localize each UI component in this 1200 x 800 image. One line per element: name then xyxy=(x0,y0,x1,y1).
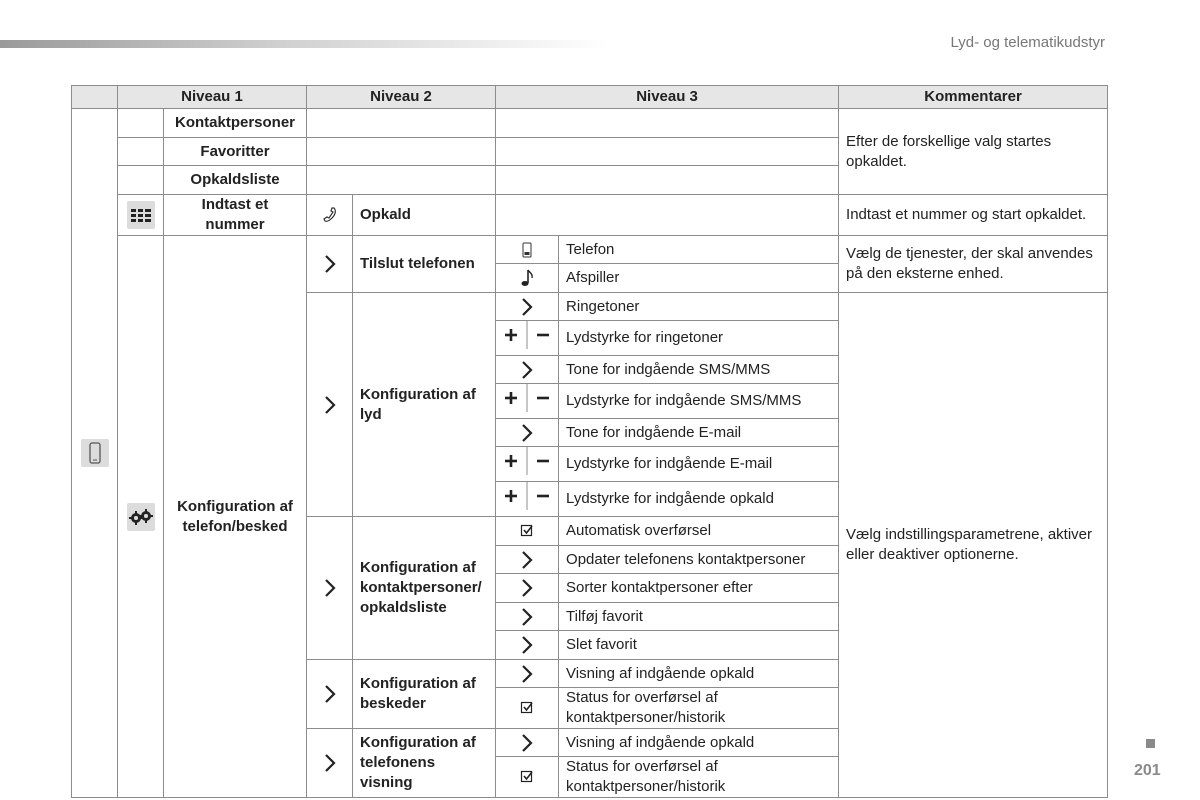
header-bar xyxy=(0,40,610,48)
chevron-cell xyxy=(496,574,559,603)
volume-controls xyxy=(496,482,559,517)
menu-item-konfig-beskeder[interactable]: Konfiguration af beskeder xyxy=(353,660,496,729)
comment-tjenester: Vælg de tjenester, der skal anvendes på den eksterne enhed. xyxy=(839,236,1108,293)
chevron-cell xyxy=(496,419,559,447)
chevron-right-icon xyxy=(520,578,534,598)
menu-item-automatisk-overforsel[interactable]: Automatisk overførsel xyxy=(559,517,839,546)
empty-cell xyxy=(496,138,839,166)
volume-controls xyxy=(496,384,559,419)
chevron-cell xyxy=(496,293,559,321)
menu-item-kontaktpersoner[interactable]: Kontaktpersoner xyxy=(164,109,307,138)
empty-cell xyxy=(118,138,164,166)
chevron-cell xyxy=(496,546,559,574)
menu-item-konfig-kontaktpersoner[interactable]: Konfiguration af kontaktpersoner/ opkaldsliste xyxy=(353,517,496,660)
menu-item-lydstyrke-ringetoner[interactable]: Lydstyrke for ringetoner xyxy=(559,321,839,356)
comment-parametre: Vælg indstillingsparametrene, aktiver eller deaktiver optionerne. xyxy=(839,293,1108,798)
chevron-right-icon xyxy=(520,423,534,443)
empty-cell xyxy=(496,166,839,195)
music-cell xyxy=(496,264,559,293)
menu-item-tilslut-telefonen[interactable]: Tilslut telefonen xyxy=(353,236,496,293)
chevron-right-icon xyxy=(520,607,534,627)
chevron-right-icon xyxy=(520,550,534,570)
menu-item-telefon[interactable]: Telefon xyxy=(559,236,839,264)
menu-item-konfig-lyd[interactable]: Konfiguration af lyd xyxy=(353,293,496,517)
menu-item-opdater-kontaktpersoner[interactable]: Opdater telefonens kontaktpersoner xyxy=(559,546,839,574)
checkbox-icon[interactable] xyxy=(520,770,534,784)
chevron-cell xyxy=(307,729,353,798)
checkbox-cell xyxy=(496,517,559,546)
plus-icon[interactable] xyxy=(505,329,517,341)
menu-item-lydstyrke-email[interactable]: Lydstyrke for indgående E-mail xyxy=(559,447,839,482)
empty-cell xyxy=(496,195,839,236)
chevron-right-icon xyxy=(323,753,337,773)
chevron-right-icon xyxy=(520,664,534,684)
menu-item-tone-email[interactable]: Tone for indgående E-mail xyxy=(559,419,839,447)
empty-cell xyxy=(307,166,496,195)
menu-item-status-overforsel[interactable]: Status for overførsel af kontaktpersoner/historik xyxy=(559,688,839,729)
menu-item-opkald[interactable]: Opkald xyxy=(353,195,496,236)
menu-item-visning-opkald[interactable]: Visning af indgående opkald xyxy=(559,660,839,688)
handset-cell xyxy=(307,195,353,236)
page-number: 201 xyxy=(1134,762,1161,779)
corner-marker xyxy=(1146,739,1155,748)
menu-item-status-overforsel[interactable]: Status for overførsel af kontaktpersoner/historik xyxy=(559,757,839,798)
chevron-cell xyxy=(496,631,559,660)
plus-icon[interactable] xyxy=(505,490,517,502)
chevron-cell xyxy=(496,356,559,384)
chevron-cell xyxy=(307,293,353,517)
header-niveau-2: Niveau 2 xyxy=(307,86,496,109)
chevron-right-icon xyxy=(323,395,337,415)
chevron-cell xyxy=(307,236,353,293)
mobile-icon xyxy=(521,242,533,258)
menu-item-konfig-telefon[interactable]: Konfiguration af telefon/besked xyxy=(164,236,307,798)
menu-item-indtast-nummer[interactable]: Indtast et nummer xyxy=(164,195,307,236)
volume-controls xyxy=(496,321,559,356)
header-niveau-3: Niveau 3 xyxy=(496,86,839,109)
chevron-right-icon xyxy=(520,360,534,380)
comment-indtast: Indtast et nummer og start opkaldet. xyxy=(839,195,1108,236)
chevron-cell xyxy=(307,660,353,729)
chevron-cell xyxy=(496,603,559,631)
section-title: Lyd- og telematikudstyr xyxy=(950,34,1105,51)
gears-cell xyxy=(118,236,164,798)
empty-cell xyxy=(307,109,496,138)
header-empty xyxy=(72,86,118,109)
chevron-right-icon xyxy=(323,684,337,704)
chevron-right-icon xyxy=(520,635,534,655)
phone-icon xyxy=(81,439,109,467)
menu-item-afspiller[interactable]: Afspiller xyxy=(559,264,839,293)
menu-item-opkaldsliste[interactable]: Opkaldsliste xyxy=(164,166,307,195)
mobile-cell xyxy=(496,236,559,264)
plus-icon[interactable] xyxy=(505,455,517,467)
keypad-icon xyxy=(127,201,155,229)
handset-icon xyxy=(321,206,339,224)
plus-icon[interactable] xyxy=(505,392,517,404)
chevron-right-icon xyxy=(323,578,337,598)
menu-item-lydstyrke-sms[interactable]: Lydstyrke for indgående SMS/MMS xyxy=(559,384,839,419)
chevron-cell xyxy=(496,660,559,688)
checkbox-cell xyxy=(496,688,559,729)
chevron-cell xyxy=(307,517,353,660)
chevron-cell xyxy=(496,729,559,757)
menu-item-visning-opkald[interactable]: Visning af indgående opkald xyxy=(559,729,839,757)
menu-item-favoritter[interactable]: Favoritter xyxy=(164,138,307,166)
chevron-right-icon xyxy=(323,254,337,274)
menu-table xyxy=(71,85,1108,798)
header-kommentarer: Kommentarer xyxy=(839,86,1108,109)
comment-valg: Efter de forskellige valg startes opkaldet. xyxy=(839,109,1108,195)
menu-item-slet-favorit[interactable]: Slet favorit xyxy=(559,631,839,660)
empty-cell xyxy=(307,138,496,166)
menu-item-lydstyrke-opkald[interactable]: Lydstyrke for indgående opkald xyxy=(559,482,839,517)
keypad-cell xyxy=(118,195,164,236)
chevron-right-icon xyxy=(520,733,534,753)
empty-cell xyxy=(496,109,839,138)
menu-item-sorter-kontaktpersoner[interactable]: Sorter kontaktpersoner efter xyxy=(559,574,839,603)
menu-item-ringetoner[interactable]: Ringetoner xyxy=(559,293,839,321)
checkbox-icon[interactable] xyxy=(520,701,534,715)
empty-cell xyxy=(118,109,164,138)
music-note-icon xyxy=(519,268,535,288)
menu-item-konfig-visning[interactable]: Konfiguration af telefonens visning xyxy=(353,729,496,798)
volume-controls xyxy=(496,447,559,482)
gears-icon xyxy=(127,503,155,531)
checkbox-icon[interactable] xyxy=(520,524,534,538)
phone-menu-cell xyxy=(72,109,118,798)
checkbox-cell xyxy=(496,757,559,798)
chevron-right-icon xyxy=(520,297,534,317)
menu-item-tilfoj-favorit[interactable]: Tilføj favorit xyxy=(559,603,839,631)
header-niveau-1: Niveau 1 xyxy=(118,86,307,109)
menu-item-tone-sms[interactable]: Tone for indgående SMS/MMS xyxy=(559,356,839,384)
empty-cell xyxy=(118,166,164,195)
